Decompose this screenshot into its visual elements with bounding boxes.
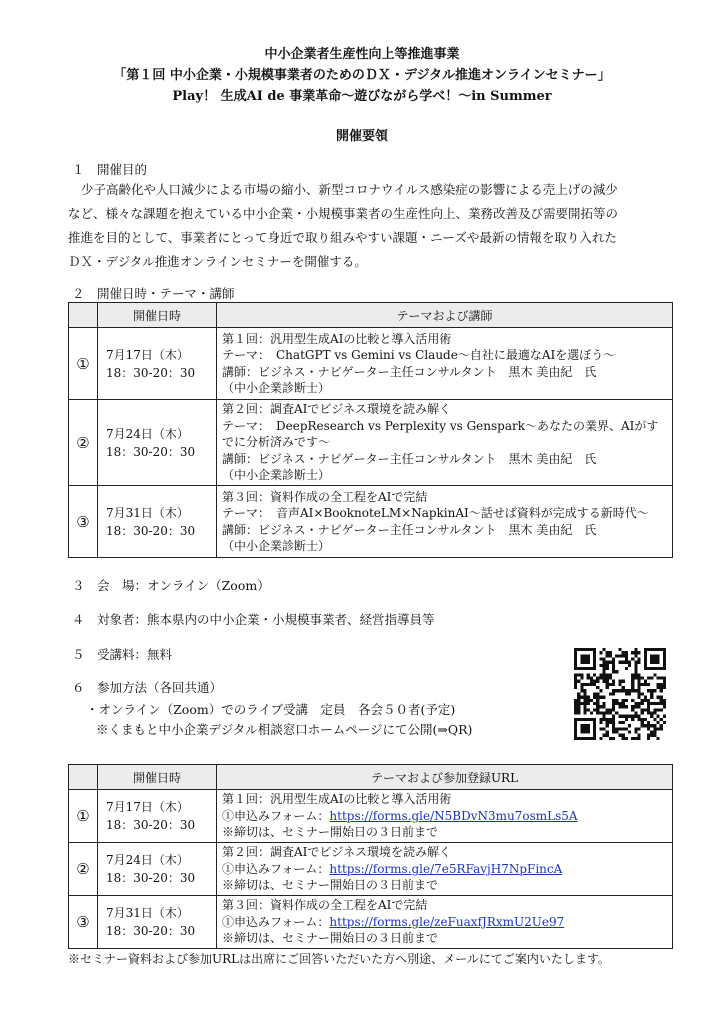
row-description: [217, 400, 673, 486]
desc-line: でに分析済みです～: [222, 435, 331, 450]
desc-line: 講師：ビジネス・ナビゲーター主任コンサルタント 黒木 美由紀 氏: [222, 522, 597, 537]
desc-line: 第１回：汎用型生成AIの比較と導入活用術: [222, 331, 452, 346]
deadline-note: ※締切は、セミナー開始日の３日前まで: [222, 931, 439, 946]
title-line-1: 中小企業者生産性向上等推進事業: [264, 47, 460, 62]
row-description: [217, 896, 673, 949]
row-datetime: [98, 843, 217, 896]
document-title: [0, 44, 724, 107]
row-description: [217, 486, 673, 558]
section-1-line: ＤＸ・デジタル推進オンラインセミナーを開催する。: [68, 254, 367, 269]
section-3-venue: ３ 会 場：オンライン（Zoom）: [72, 578, 270, 593]
registration-table: [68, 764, 673, 949]
row-date: 7月17日（木）: [106, 800, 189, 814]
registration-link[interactable]: https://forms.gle/zeFuaxfJRxmU2Ue97: [329, 914, 565, 929]
form-label: ①申込みフォーム：: [222, 808, 330, 823]
row-date: 7月31日（木）: [106, 505, 189, 520]
row-number: ③: [69, 486, 98, 558]
table-row: [69, 896, 673, 949]
desc-line: テーマ： DeepResearch vs Perplexity vs Genspark～あなたの業界、AIがす: [222, 418, 659, 433]
col-theme-header: テーマおよび参加登録URL: [217, 765, 673, 790]
section-6-line-2: ※くまもと中小企業デジタル相談窓口ホームページにて公開(⇒QR): [96, 722, 473, 737]
row-datetime: [98, 328, 217, 400]
col-date-header: 開催日時: [98, 303, 217, 328]
section-1-line: 少子高齢化や人口減少による市場の縮小、新型コロナウイルス感染症の影響による売上げの減少: [81, 182, 618, 197]
row-date: 7月24日（木）: [106, 426, 189, 441]
section-5-fee: ５ 受講料：無料: [72, 647, 173, 662]
section-6-heading: ６ 参加方法（各回共通）: [72, 680, 223, 695]
section-1-line: など、様々な課題を抱えている中小企業・小規模事業者の生産性向上、業務改善及び需要開拓等の: [68, 206, 619, 221]
table-row: [69, 400, 673, 486]
row-time: 18：30-20：30: [106, 365, 196, 380]
table-row: [69, 790, 673, 843]
desc-line: 講師：ビジネス・ナビゲーター主任コンサルタント 黒木 美由紀 氏: [222, 364, 597, 379]
table-row: [69, 328, 673, 400]
row-datetime: [98, 486, 217, 558]
desc-line: テーマ： ChatGPT vs Gemini vs Claude～自社に最適なAIを選ぼう～: [222, 348, 616, 362]
desc-line: 第３回：資料作成の全工程をAIで完結: [222, 489, 428, 504]
subtitle: 開催要領: [335, 129, 388, 144]
row-date: 7月17日（木）: [106, 347, 189, 362]
row-datetime: [98, 896, 217, 949]
desc-line: （中小企業診断士）: [222, 539, 331, 553]
form-label: ①申込みフォーム：: [222, 914, 330, 929]
row-description: [217, 843, 673, 896]
row-time: 18：30-20：30: [106, 924, 196, 938]
row-number: ③: [69, 896, 98, 949]
desc-line: （中小企業診断士）: [222, 468, 331, 483]
row-time: 18：30-20：30: [106, 818, 196, 832]
row-date: 7月31日（木）: [106, 906, 189, 920]
form-label: ①申込みフォーム：: [222, 861, 330, 876]
row-title: 第３回：資料作成の全工程をAIで完結: [222, 898, 428, 913]
deadline-note: ※締切は、セミナー開始日の３日前まで: [222, 878, 439, 893]
row-datetime: [98, 400, 217, 486]
registration-link[interactable]: https://forms.gle/N5BDvN3mu7osmLs5A: [329, 808, 578, 823]
row-description: [217, 328, 673, 400]
registration-link[interactable]: https://forms.gle/7e5RFavjH7NpFincA: [329, 861, 563, 876]
desc-line: テーマ： 音声AI×BooknoteLM×NapkinAI～話せば資料が完成する新時代～: [222, 506, 649, 520]
title-line-3: Play！ 生成AI de 事業革命～遊びながら学べ！～in Summer: [172, 89, 552, 104]
table-row: [69, 486, 673, 558]
row-description: [217, 790, 673, 843]
section-1-heading: １ 開催目的: [72, 162, 148, 177]
table-header-row: [69, 765, 673, 790]
row-datetime: [98, 790, 217, 843]
row-number: ②: [69, 400, 98, 486]
qr-code-icon[interactable]: [574, 648, 666, 740]
desc-line: 第２回：調査AIでビジネス環境を読み解く: [222, 402, 452, 417]
row-title: 第２回：調査AIでビジネス環境を読み解く: [222, 845, 452, 860]
row-number: ①: [69, 790, 98, 843]
table-row: [69, 843, 673, 896]
row-time: 18：30-20：30: [106, 444, 196, 459]
deadline-note: ※締切は、セミナー開始日の３日前まで: [222, 825, 439, 840]
desc-line: （中小企業診断士）: [222, 381, 331, 395]
schedule-table: [68, 302, 673, 558]
section-1-line: 推進を目的として、事業者にとって身近で取り組みやすい課題・ニーズや最新の情報を取り入れた: [68, 230, 617, 245]
row-time: 18：30-20：30: [106, 523, 196, 538]
section-6-line-1: ・オンライン（Zoom）でのライブ受講 定員 各会５０者(予定): [86, 702, 456, 717]
title-line-2: 「第１回 中小企業・小規模事業者のためのＤＸ・デジタル推進オンラインセミナー」: [113, 68, 611, 83]
section-2-heading: ２ 開催日時・テーマ・講師: [72, 286, 235, 301]
section-1-body: [68, 178, 660, 274]
col-theme-header: テーマおよび講師: [217, 303, 673, 328]
section-4-target: ４ 対象者：熊本県内の中小企業・小規模事業者、経営指導員等: [72, 612, 435, 627]
table-header-row: [69, 303, 673, 328]
row-title: 第１回：汎用型生成AIの比較と導入活用術: [222, 792, 452, 807]
row-number: ①: [69, 328, 98, 400]
desc-line: 講師：ビジネス・ナビゲーター主任コンサルタント 黒木 美由紀 氏: [222, 451, 597, 466]
row-date: 7月24日（木）: [106, 853, 189, 867]
row-time: 18：30-20：30: [106, 871, 196, 885]
row-number: ②: [69, 843, 98, 896]
footer-note: ※セミナー資料および参加URLは出席にご回答いただいた方へ別途、メールにてご案内いたします。: [68, 952, 610, 966]
col-date-header: 開催日時: [98, 765, 217, 790]
